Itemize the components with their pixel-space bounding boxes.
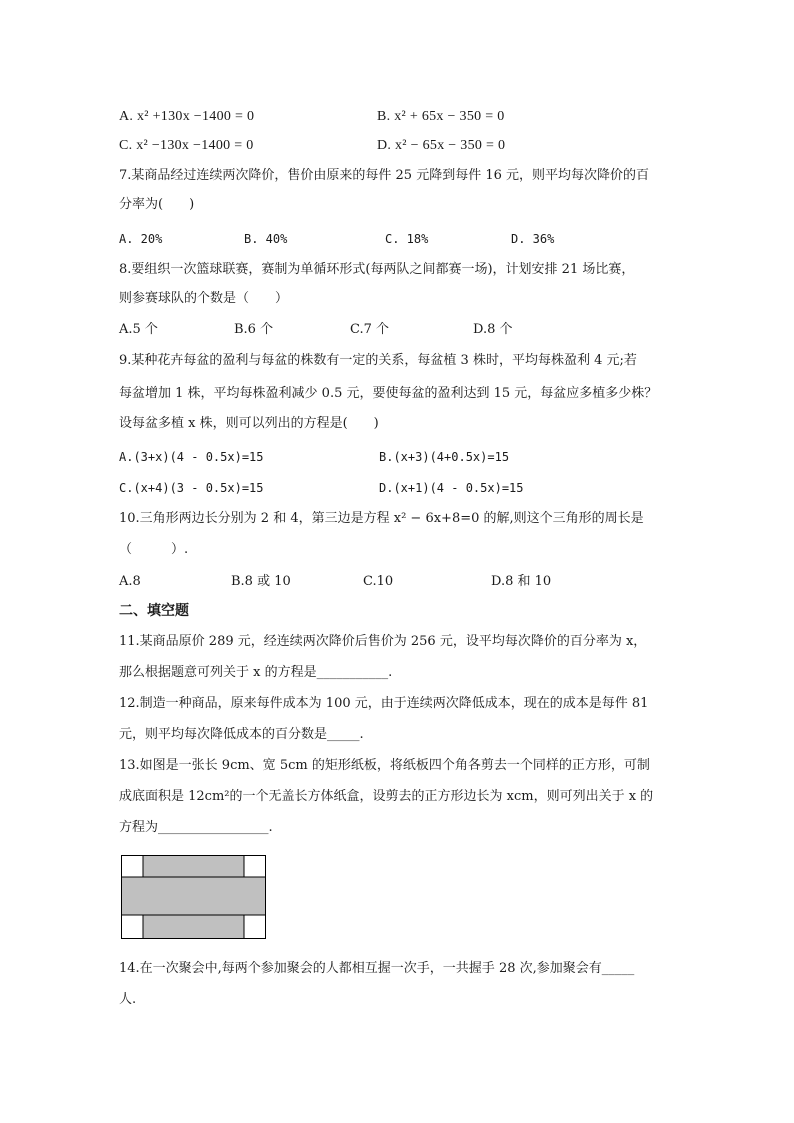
q11-text-line1: 11.某商品原价 289 元，经连续两次降价后售价为 256 元，设平均每次降价的百分率为 x， bbox=[119, 634, 647, 649]
q9-text-line2: 每盆增加 1 株，平均每株盈利减少 0.5 元，要使每盆的盈利达到 15 元，每盆应多植多少株？ bbox=[119, 386, 658, 401]
q8-option-a: A.5 个 bbox=[119, 322, 158, 337]
q9-option-b: B.(x+3)(4+0.5x)=15 bbox=[379, 450, 510, 464]
q7-option-a: A. 20% bbox=[119, 232, 163, 246]
section-heading-fill-in: 二、填空题 bbox=[119, 603, 189, 619]
q7-option-b: B. 40% bbox=[244, 232, 288, 246]
q7-option-c: C. 18% bbox=[385, 232, 429, 246]
q11-text-line2: 那么根据题意可列关于 x 的方程是___________. bbox=[119, 665, 393, 680]
figure-corner-square bbox=[244, 915, 266, 939]
q13-text-line3: 方程为_________________. bbox=[119, 820, 273, 835]
q13-text-line1: 13.如图是一张长 9cm、宽 5cm 的矩形纸板，将纸板四个角各剪去一个同样的正方形，可制 bbox=[119, 758, 650, 773]
q8-text-line2: 则参赛球队的个数是（ ） bbox=[119, 291, 289, 306]
q14-text-line2: 人. bbox=[119, 992, 137, 1007]
figure-middle-strip bbox=[122, 877, 266, 915]
q9-option-c: C.(x+4)(3 - 0.5x)=15 bbox=[119, 481, 264, 495]
q9-text-line1: 9.某种花卉每盆的盈利与每盆的株数有一定的关系，每盆植 3 株时，平均每株盈利 4 元;若 bbox=[119, 353, 637, 368]
cardboard-figure bbox=[121, 855, 266, 939]
q14-text-line1: 14.在一次聚会中,每两个参加聚会的人都相互握一次手，一共握手 28 次,参加聚会有_____ bbox=[119, 961, 635, 976]
q8-text-line1: 8.要组织一次篮球联赛，赛制为单循环形式(每两队之间都赛一场)，计划安排 21 场比赛， bbox=[119, 262, 635, 277]
q6-option-d: D. x² − 65x − 350 = 0 bbox=[377, 138, 506, 153]
q9-option-a: A.(3+x)(4 - 0.5x)=15 bbox=[119, 450, 264, 464]
q6-option-b: B. x² + 65x − 350 = 0 bbox=[377, 109, 505, 124]
q9-text-line3: 设每盆多植 x 株，则可以列出的方程是( ) bbox=[119, 416, 379, 431]
q7-text-line1: 7.某商品经过连续两次降价，售价由原来的每件 25 元降到每件 16 元，则平均每次降价的百 bbox=[119, 168, 650, 183]
q10-option-a: A.8 bbox=[119, 574, 141, 589]
q13-text-line2: 成底面积是 12cm²的一个无盖长方体纸盒，设剪去的正方形边长为 xcm，则可列出关于 x 的 bbox=[119, 789, 654, 804]
q7-option-d: D. 36% bbox=[511, 232, 555, 246]
q10-option-c: C.10 bbox=[363, 574, 394, 589]
figure-corner-square bbox=[122, 915, 144, 939]
q10-text-line2: （ ）. bbox=[119, 542, 189, 557]
q8-option-c: C.7 个 bbox=[350, 322, 390, 337]
q12-text-line2: 元，则平均每次降低成本的百分数是_____. bbox=[119, 727, 364, 742]
q10-option-d: D.8 和 10 bbox=[491, 574, 552, 589]
figure-corner-square bbox=[122, 856, 144, 878]
q8-option-b: B.6 个 bbox=[234, 322, 274, 337]
figure-corner-square bbox=[244, 856, 266, 878]
q6-option-a: A. x² +130x −1400 = 0 bbox=[119, 109, 255, 124]
q7-text-line2: 分率为( ) bbox=[119, 197, 195, 212]
q10-option-b: B.8 或 10 bbox=[231, 574, 291, 589]
q8-option-d: D.8 个 bbox=[473, 322, 513, 337]
q6-option-c: C. x² −130x −1400 = 0 bbox=[119, 138, 254, 153]
q9-option-d: D.(x+1)(4 - 0.5x)=15 bbox=[379, 481, 524, 495]
q10-text-line1: 10.三角形两边长分别为 2 和 4，第三边是方程 x² − 6x+8=0 的解,则这个三角形的周长是 bbox=[119, 511, 644, 526]
q12-text-line1: 12.制造一种商品，原来每件成本为 100 元，由于连续两次降低成本，现在的成本是每件 81 bbox=[119, 696, 649, 711]
